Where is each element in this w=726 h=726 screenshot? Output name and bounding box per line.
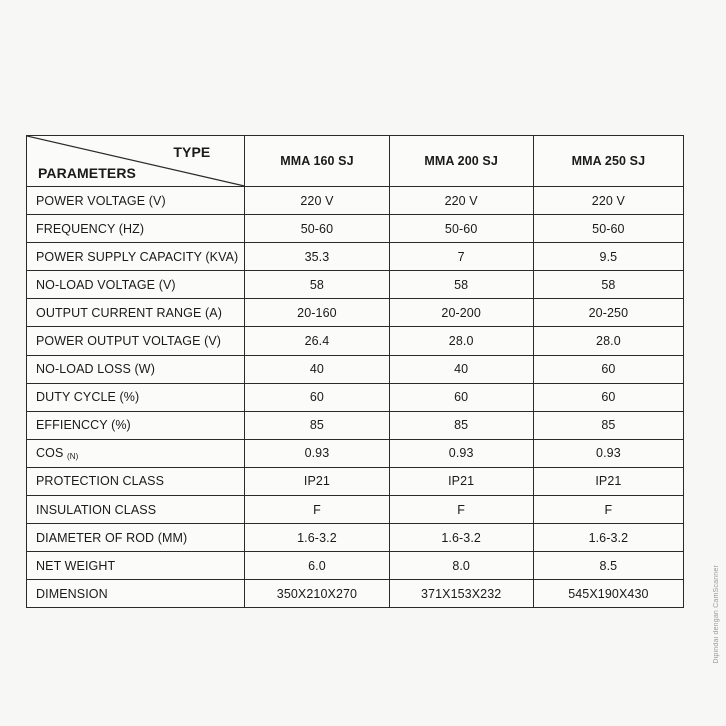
value-cell: 350X210X270 [245, 580, 389, 608]
table-row [27, 580, 684, 608]
value-cell: 60 [245, 383, 389, 411]
parameter-cell [27, 215, 245, 243]
value-cell: 220 V [533, 187, 683, 215]
value-cell: 58 [389, 271, 533, 299]
table-row [27, 355, 684, 383]
model-header-2: MMA 200 SJ [389, 136, 533, 187]
table-row [27, 439, 684, 467]
value-cell: 8.5 [533, 552, 683, 580]
parameter-label: OUTPUT CURRENT RANGE (A) [36, 305, 222, 320]
value-cell: 371X153X232 [389, 580, 533, 608]
parameter-cell [27, 383, 245, 411]
value-cell: 1.6-3.2 [389, 524, 533, 552]
diagonal-header-cell [27, 136, 245, 187]
table-row [27, 411, 684, 439]
table-row [27, 552, 684, 580]
parameter-cell [27, 580, 245, 608]
parameter-cell [27, 299, 245, 327]
parameter-label: COS [36, 445, 64, 460]
value-cell: 85 [245, 411, 389, 439]
value-cell: 0.93 [533, 439, 683, 467]
parameters-label: PARAMETERS [38, 165, 136, 181]
value-cell: F [245, 496, 389, 524]
value-cell: 58 [245, 271, 389, 299]
parameter-cell [27, 243, 245, 271]
value-cell: 20-250 [533, 299, 683, 327]
table-row [27, 524, 684, 552]
table-row [27, 215, 684, 243]
parameter-cell [27, 524, 245, 552]
value-cell: 26.4 [245, 327, 389, 355]
table-row [27, 243, 684, 271]
value-cell: 28.0 [389, 327, 533, 355]
header-row [27, 136, 684, 187]
parameter-label: DIAMETER OF ROD (MM) [36, 530, 188, 545]
parameter-cell [27, 411, 245, 439]
parameter-cell [27, 439, 245, 467]
type-label: TYPE [173, 144, 211, 160]
parameter-label: POWER OUTPUT VOLTAGE (V) [36, 334, 222, 349]
value-cell: 8.0 [389, 552, 533, 580]
value-cell: 60 [533, 355, 683, 383]
model-header-1: MMA 160 SJ [245, 136, 389, 187]
value-cell: IP21 [389, 467, 533, 495]
parameter-label: INSULATION CLASS [36, 502, 157, 517]
table-row [27, 383, 684, 411]
parameter-label: EFFIENCCY (%) [36, 418, 131, 433]
table-row [27, 327, 684, 355]
parameter-label: FREQUENCY (HZ) [36, 221, 145, 236]
parameter-cell [27, 552, 245, 580]
value-cell: 0.93 [389, 439, 533, 467]
parameter-label: POWER SUPPLY CAPACITY (KVA) [36, 249, 239, 264]
value-cell: 58 [533, 271, 683, 299]
parameter-cell [27, 187, 245, 215]
parameter-label: NO-LOAD LOSS (W) [36, 362, 155, 377]
value-cell: 40 [245, 355, 389, 383]
value-cell: 35.3 [245, 243, 389, 271]
parameter-label: POWER VOLTAGE (V) [36, 193, 166, 208]
value-cell: 20-200 [389, 299, 533, 327]
value-cell: 50-60 [389, 215, 533, 243]
value-cell: 85 [533, 411, 683, 439]
parameter-cell [27, 355, 245, 383]
spec-table [26, 135, 684, 608]
value-cell: 40 [389, 355, 533, 383]
parameter-cell [27, 496, 245, 524]
value-cell: F [389, 496, 533, 524]
parameter-subscript: (N) [66, 451, 79, 461]
value-cell: F [533, 496, 683, 524]
parameter-label: NO-LOAD VOLTAGE (V) [36, 277, 176, 292]
parameter-cell [27, 467, 245, 495]
value-cell: 60 [389, 383, 533, 411]
value-cell: 0.93 [245, 439, 389, 467]
parameter-label: NET WEIGHT [36, 558, 116, 573]
value-cell: 50-60 [533, 215, 683, 243]
table-row [27, 467, 684, 495]
table-row [27, 299, 684, 327]
parameter-cell [27, 271, 245, 299]
model-header-3: MMA 250 SJ [533, 136, 683, 187]
parameter-label: DUTY CYCLE (%) [36, 390, 140, 405]
value-cell: 60 [533, 383, 683, 411]
table-row [27, 496, 684, 524]
value-cell: 28.0 [533, 327, 683, 355]
value-cell: 220 V [245, 187, 389, 215]
parameter-cell [27, 327, 245, 355]
parameter-label: PROTECTION CLASS [36, 474, 165, 489]
value-cell: 545X190X430 [533, 580, 683, 608]
value-cell: 85 [389, 411, 533, 439]
value-cell: 1.6-3.2 [533, 524, 683, 552]
value-cell: IP21 [245, 467, 389, 495]
value-cell: 220 V [389, 187, 533, 215]
value-cell: 50-60 [245, 215, 389, 243]
value-cell: IP21 [533, 467, 683, 495]
value-cell: 9.5 [533, 243, 683, 271]
table-row [27, 271, 684, 299]
parameter-label: DIMENSION [36, 586, 108, 601]
table-row [27, 187, 684, 215]
camscanner-watermark: Dipindai dengan CamScanner [713, 565, 720, 664]
value-cell: 6.0 [245, 552, 389, 580]
value-cell: 20-160 [245, 299, 389, 327]
value-cell: 1.6-3.2 [245, 524, 389, 552]
value-cell: 7 [389, 243, 533, 271]
spec-table-body [27, 136, 684, 608]
